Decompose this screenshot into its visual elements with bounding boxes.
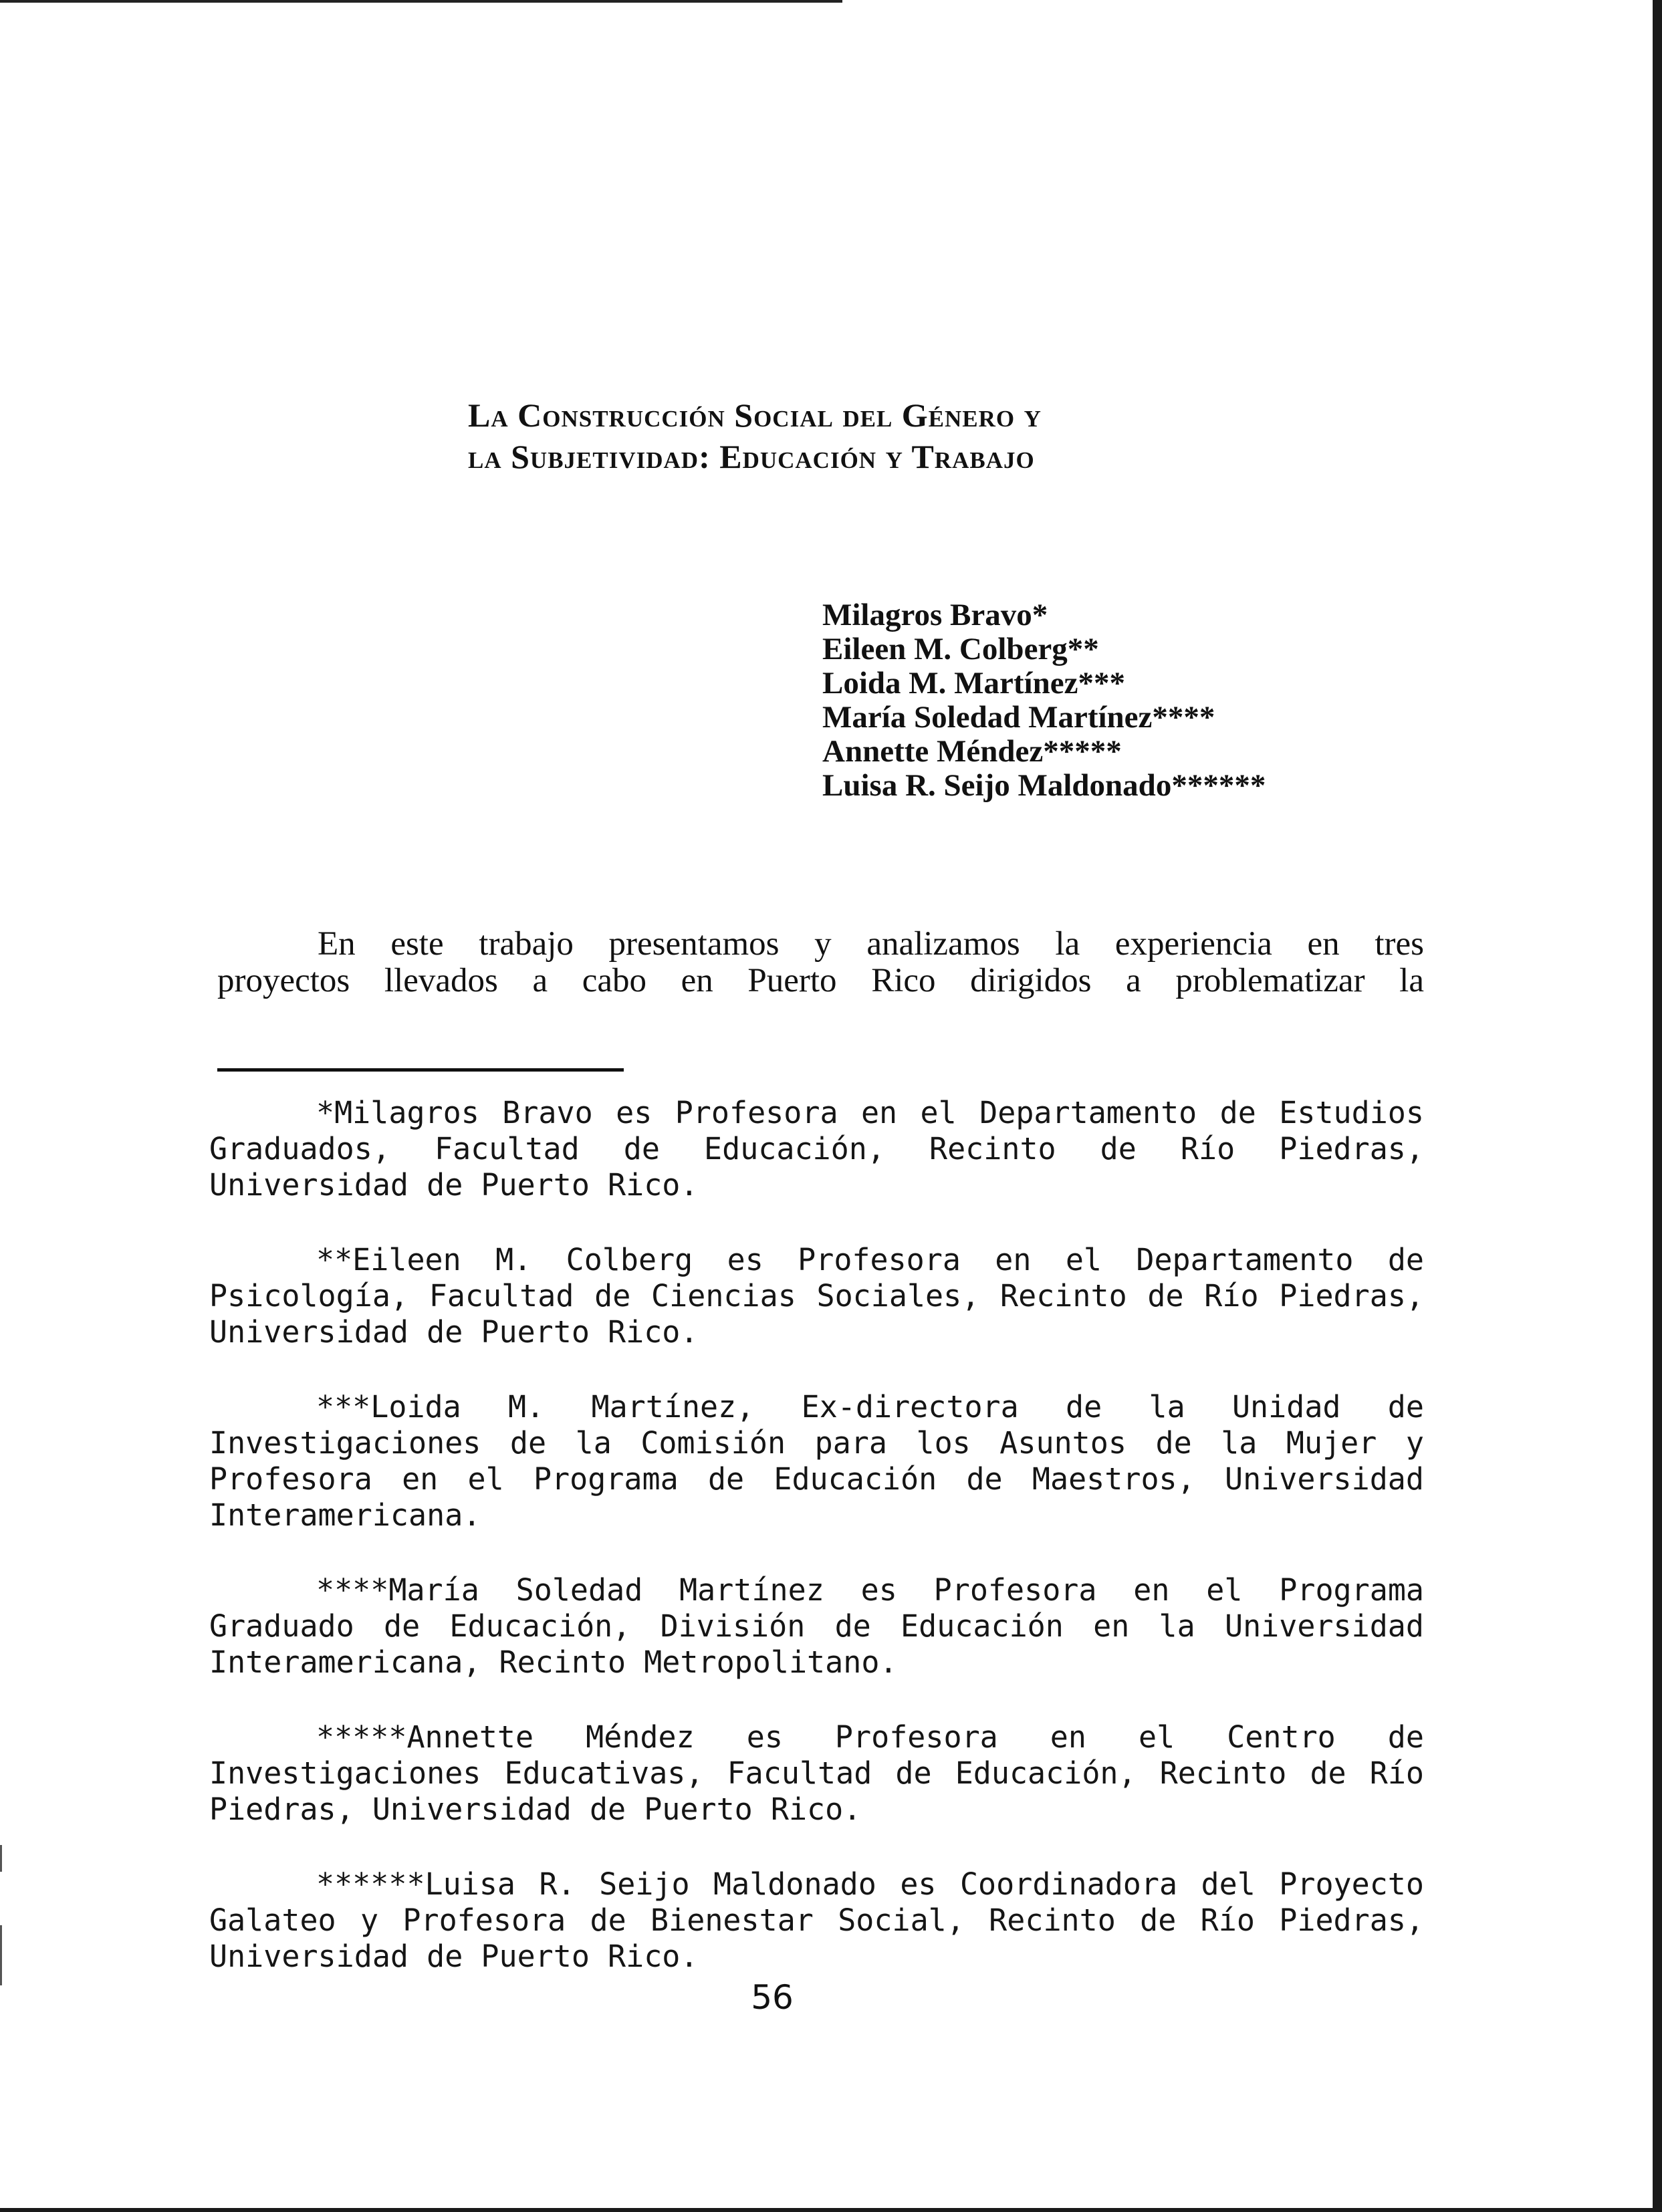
author-list <box>822 598 1491 803</box>
title-line-1: La Construcción Social del Género y <box>468 396 1042 434</box>
scan-border-right <box>1653 0 1662 2212</box>
footnote-line: ****María Soledad Martínez es Profesora en el Programa <box>316 1572 1424 1608</box>
body-line: En este trabajo presentamos y analizamos la experiencia en tres <box>318 925 1424 963</box>
author-name: María Soledad Martínez**** <box>822 700 1215 735</box>
author-name: Loida M. Martínez*** <box>822 666 1125 701</box>
scan-margin-mark <box>0 1925 2 1985</box>
footnote-line: Interamericana. <box>209 1497 481 1533</box>
footnote-line: Investigaciones de la Comisión para los Asuntos de la Mujer y <box>209 1425 1424 1461</box>
body-paragraph <box>217 926 1424 999</box>
footnote-line: Universidad de Puerto Rico. <box>209 1314 699 1350</box>
footnote-line: Piedras, Universidad de Puerto Rico. <box>209 1792 862 1827</box>
article-title <box>468 394 1404 477</box>
page-number: 56 <box>751 1978 794 2017</box>
footnote-line: Interamericana, Recinto Metropolitano. <box>209 1644 898 1680</box>
footnote-line: *****Annette Méndez es Profesora en el Centro de <box>316 1719 1424 1755</box>
footnote-line: ******Luisa R. Seijo Maldonado es Coordinadora del Proyecto <box>316 1866 1424 1902</box>
footnote-line: ***Loida M. Martínez, Ex-directora de la Unidad de <box>316 1389 1424 1425</box>
footnote-line: Galateo y Profesora de Bienestar Social, Recinto de Río Piedras, <box>209 1902 1424 1938</box>
footnote <box>209 1866 1424 1975</box>
footnote-line: Psicología, Facultad de Ciencias Sociales, Recinto de Río Piedras, <box>209 1278 1424 1314</box>
footnote <box>209 1095 1424 1203</box>
author-name: Milagros Bravo* <box>822 598 1048 632</box>
title-line-2: la Subjetividad: Educación y Trabajo <box>468 438 1035 475</box>
footnote-line: Universidad de Puerto Rico. <box>209 1939 699 1974</box>
footnote-line: Investigaciones Educativas, Facultad de Educación, Recinto de Río <box>209 1755 1424 1791</box>
footnote-line: Profesora en el Programa de Educación de Maestros, Universidad <box>209 1461 1424 1497</box>
footnotes <box>209 1095 1424 1975</box>
scan-margin-mark <box>0 1845 2 1872</box>
footnote-separator <box>217 1068 624 1072</box>
author-name: Annette Méndez***** <box>822 734 1122 769</box>
body-line: proyectos llevados a cabo en Puerto Rico dirigidos a problematizar la <box>217 962 1424 999</box>
footnote <box>209 1242 1424 1350</box>
scan-border-bottom <box>0 2208 1662 2212</box>
footnote <box>209 1719 1424 1828</box>
footnote <box>209 1389 1424 1533</box>
footnote-line: Graduados, Facultad de Educación, Recinto de Río Piedras, <box>209 1131 1424 1166</box>
author-name: Eileen M. Colberg** <box>822 632 1099 666</box>
footnote-line: *Milagros Bravo es Profesora en el Departamento de Estudios <box>316 1095 1424 1130</box>
footnote-line: Universidad de Puerto Rico. <box>209 1167 699 1203</box>
scan-border-top <box>0 0 842 3</box>
footnote <box>209 1572 1424 1681</box>
footnote-line: **Eileen M. Colberg es Profesora en el Departamento de <box>316 1242 1424 1277</box>
footnote-line: Graduado de Educación, División de Educación en la Universidad <box>209 1608 1424 1644</box>
author-name: Luisa R. Seijo Maldonado****** <box>822 768 1266 803</box>
